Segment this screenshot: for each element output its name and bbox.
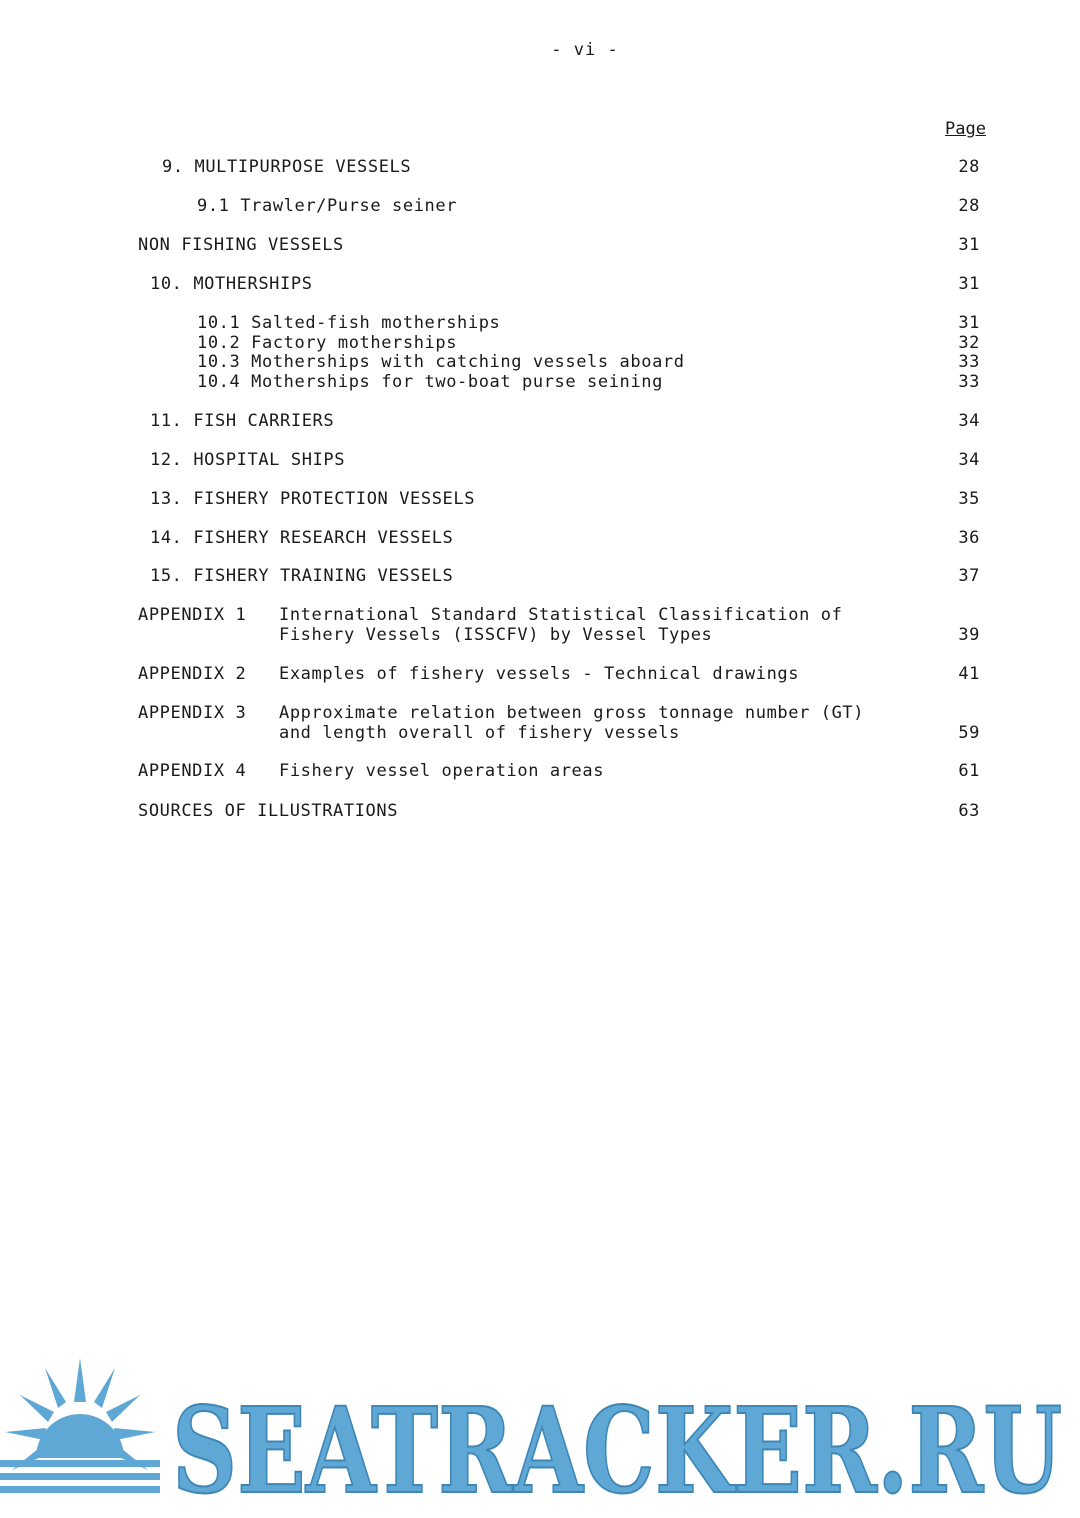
appendix-title-line2: Fishery Vessels (ISSCFV) by Vessel Types [279,625,713,645]
appendix-title-line1: International Standard Statistical Classification of [279,605,843,625]
appendix-title-line1: Examples of fishery vessels - Technical drawings [279,664,800,684]
toc-entry-page: 32 [958,333,980,353]
toc-entry-page: 28 [958,157,980,177]
toc-entry-title: 10.2 Factory motherships [197,333,458,353]
appendix-label: APPENDIX 4 [138,761,247,781]
toc-entry-title: 10.4 Motherships for two-boat purse seining [197,372,663,392]
toc-entry-title: 15. FISHERY TRAINING VESSELS [150,566,454,586]
watermark-logo [0,1350,1080,1514]
toc-entry-page: 36 [958,528,980,548]
toc-entry-page: 61 [958,761,980,781]
toc-entry-title: 10.1 Salted-fish motherships [197,313,501,333]
toc-entry-page: 31 [958,313,980,333]
appendix-label: APPENDIX 3 [138,703,247,723]
toc-entry-title: 14. FISHERY RESEARCH VESSELS [150,528,454,548]
appendix-title-line1: Fishery vessel operation areas [279,761,605,781]
watermark-text: SEATRACKER.RU [172,1381,1062,1514]
toc-entry-page: 59 [958,723,980,743]
page-number: - vi - [551,40,619,60]
toc-entry-title: 12. HOSPITAL SHIPS [150,450,346,470]
toc-entry-title: 10.3 Motherships with catching vessels aboard [197,352,685,372]
toc-entry-page: 39 [958,625,980,645]
toc-entry-page: 34 [958,450,980,470]
toc-entry-page: 35 [958,489,980,509]
sunburst-icon [0,1358,160,1493]
toc-entry-title: NON FISHING VESSELS [138,235,344,255]
toc-entry-page: 31 [958,274,980,294]
toc-entry-page: 34 [958,411,980,431]
toc-entry-page: 63 [958,801,980,821]
toc-entry-title: SOURCES OF ILLUSTRATIONS [138,801,399,821]
appendix-label: APPENDIX 1 [138,605,247,625]
toc-entry-title: 13. FISHERY PROTECTION VESSELS [150,489,476,509]
toc-entry-page: 37 [958,566,980,586]
toc-entry-page: 33 [958,372,980,392]
appendix-title-line2: and length overall of fishery vessels [279,723,680,743]
toc-entry-page: 41 [958,664,980,684]
toc-entry-page: 28 [958,196,980,216]
appendix-title-line1: Approximate relation between gross tonnage number (GT) [279,703,865,723]
page-column-header: Page [945,119,986,139]
toc-entry-page: 33 [958,352,980,372]
appendix-label: APPENDIX 2 [138,664,247,684]
toc-entry-title: 9.1 Trawler/Purse seiner [197,196,458,216]
toc-entry-title: 11. FISH CARRIERS [150,411,335,431]
toc-entry-title: 9. MULTIPURPOSE VESSELS [162,157,412,177]
toc-entry-title: 10. MOTHERSHIPS [150,274,313,294]
toc-entry-page: 31 [958,235,980,255]
